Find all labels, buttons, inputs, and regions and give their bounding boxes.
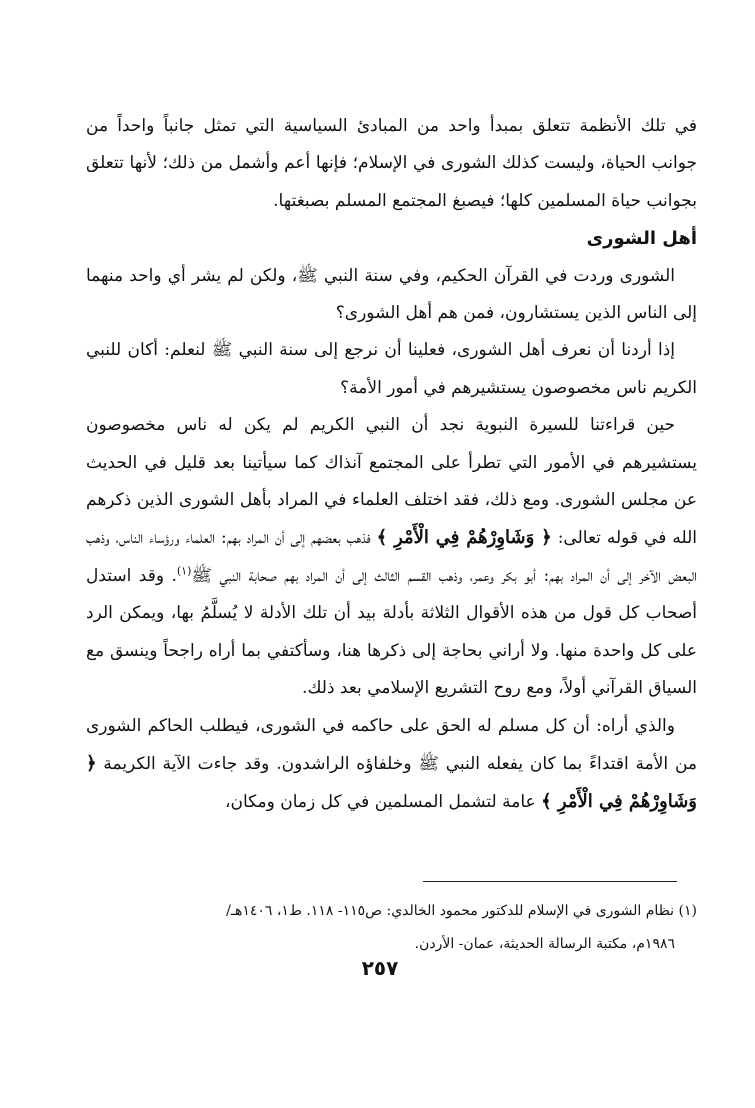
paragraph-6-text: استدل أصحاب كل قول من هذه الأقوال الثلاثة بأدلة بيد أن تلك الأدلة لا يُسلَّمُ بها، ويمكن الرد على كل واحدة منها. ولا أراني بحاجة إلى ذكرها هنا، وسأكتفي بما أراه راجحاً وينسق مع السياق القرآني أولاً، ومع روح التشريع الإسلامي بعد ذلك.	[86, 565, 697, 699]
paragraph-3: إذا أردنا أن نعرف أهل الشورى، فعلينا أن نرجع إلى سنة النبي ﷺ لنعلم: أكان للنبي الكريم ناس مخصوصون يستشيرهم في أمور الأمة؟	[86, 340, 697, 398]
paragraph-2: الشورى وردت في القرآن الحكيم، وفي سنة النبي ﷺ، ولكن لم يشر أي واحد منهما إلى الناس الذين يستشارون، فمن هم أهل الشورى؟	[86, 265, 697, 324]
quran-verse: ﴿ وَشَاوِرْهُمْ فِي الْأَمْرِ ﴾	[376, 527, 552, 549]
paragraph-4-text: حين قراءتنا للسيرة النبوية نجد أن النبي الكريم لم يكن له ناس مخصوصون يستشيرهم في الأمور التي تطرأ على المجتمع آنذاك كما سيأتينا بعد قليل في الحديث عن مجلس الشورى. ومع ذلك، فقد اختلف العلماء في المراد بأهل الشورى الذين ذكرهم الله في قوله تعالى:	[86, 415, 697, 549]
paragraph-4-tail: فذهب بعضهم إلى	[290, 528, 371, 549]
paragraph-7	[86, 708, 697, 822]
quran-verse-repeat: ﴿ وَشَاوِرْهُمْ فِي الْأَمْرِ ﴾	[86, 752, 697, 813]
footnote-1-text: نظام الشورى في الإسلام للدكتور محمود الخالدي: ص١١٥- ١١٨. ط١، ١٤٠٦هـ/	[226, 903, 675, 919]
footnote-reference: (١)	[176, 564, 192, 578]
main-body-text	[86, 108, 697, 822]
footnote-1-continued: ١٩٨٦م، مكتبة الرسالة الحديثة، عمان- الأردن.	[414, 936, 675, 952]
paragraph-7-tail: عامة لتشمل المسلمين في كل زمان ومكان،	[225, 792, 536, 813]
paragraph-7-text: والذي أراه: أن كل مسلم له الحق على حاكمه في الشورى، فيطلب الحاكم الشورى من الأمة اقتداءً بما كان يفعله النبي ﷺ وخلفاؤه الراشدون. وقد جاءت الآية الكريمة	[86, 715, 698, 774]
paragraph-5-text: أن المراد بهم: العلماء ورؤساء الناس، وذهب البعض الآخر إلى أن المراد بهم: أبو بكر وعمر، وذهب القسم الثالث إلى أن المراد بهم صحابة النبي ﷺ	[86, 528, 697, 586]
footnote-1	[86, 895, 697, 928]
paragraph-5-tail: . وقد	[138, 565, 177, 586]
paragraph-4	[86, 407, 697, 707]
footnotes	[86, 895, 697, 961]
page-number: ٢٥٧	[361, 956, 399, 980]
footnote-1-marker: (١)	[678, 903, 697, 919]
section-heading: أهل الشورى	[586, 228, 697, 250]
paragraph-1: في تلك الأنظمة تتعلق بمبدأ واحد من المبادئ السياسية التي تمثل جانباً واحداً من جوانب الحياة، وليست كذلك الشورى في الإسلام؛ فإنها أعم وأشمل من ذلك؛ لأنها تتعلق بجوانب حياة المسلمين كلها؛ فيصبغ المجتمع المسلم بصبغتها.	[86, 116, 697, 211]
footnote-divider	[423, 881, 677, 882]
